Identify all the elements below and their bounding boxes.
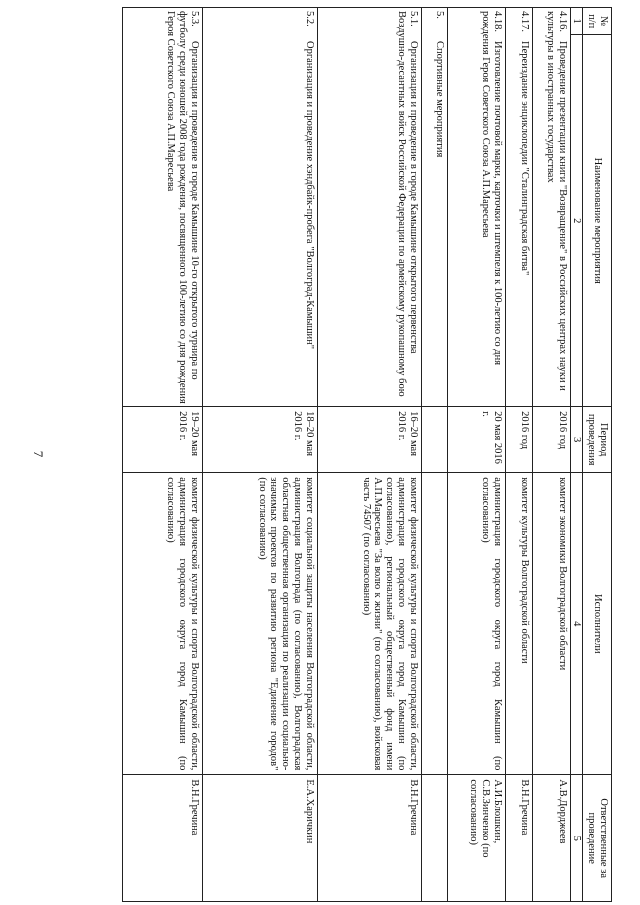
- event-executors: комитет культуры Волгоградской области: [505, 473, 532, 775]
- event-responsible: В.Н.Гречина: [317, 775, 421, 902]
- event-executors: комитет физической культуры и спорта Волгоградской области, администрация городского округа город Камышин (по согласованию): [122, 473, 202, 775]
- event-period: [421, 407, 447, 473]
- column-number-row: [570, 8, 583, 902]
- event-cell: [532, 8, 570, 407]
- event-responsible: [421, 775, 447, 902]
- header-responsible: Ответственные за проведение: [583, 775, 612, 902]
- events-table: [122, 7, 612, 902]
- header-executors: Исполнители: [583, 473, 612, 775]
- event-period: 20 мая 2016 г.: [447, 407, 505, 473]
- event-responsible: В.Н.Гречина: [505, 775, 532, 902]
- header-period: Период проведения: [583, 407, 612, 473]
- header-num: № п/п: [583, 8, 612, 35]
- table-row: [421, 8, 447, 902]
- row-number: 5.2.: [303, 11, 315, 27]
- row-number: 4.17.: [518, 11, 530, 32]
- event-cell: [317, 8, 421, 407]
- column-number: 4: [570, 473, 583, 775]
- row-number: 4.18.: [491, 11, 503, 32]
- event-executors: комитет социальной защиты населения Волгоградской области, администрация Волгограда (по согласованию), Волгоградская областная общественная организация по реализации социально-значимых проектов по развитию региона "Единение городов" (по согласованию): [202, 473, 317, 775]
- row-number: 5.3.: [188, 11, 200, 27]
- event-period: 16–20 мая 2016 г.: [317, 407, 421, 473]
- event-executors: комитет экономики Волгоградской области: [532, 473, 570, 775]
- event-period: 18–20 мая 2016 г.: [202, 407, 317, 473]
- event-responsible: А.И.Блошкин, С.В.Зинченко (по согласованию): [447, 775, 505, 902]
- event-name: Организация и проведение в городе Камышине открытого первенства Воздушно-десантных войск Российской Федерации по армейскому рукопашному бою: [396, 11, 419, 397]
- table-row: [505, 8, 532, 902]
- event-responsible: А.В.Дорджеев: [532, 775, 570, 902]
- event-period: 2016 год: [505, 407, 532, 473]
- event-name: Проведение презентации книги "Возвращение" в Российских центрах науки и культуры в иностранных государствах: [545, 11, 568, 391]
- column-number: 2: [570, 35, 583, 407]
- event-period: 19–20 мая 2016 г.: [122, 407, 202, 473]
- table-header-row: [583, 8, 612, 902]
- table-row: [447, 8, 505, 902]
- column-number: 3: [570, 407, 583, 473]
- event-responsible: Е.А.Харичкин: [202, 775, 317, 902]
- header-name: Наименование мероприятия: [583, 35, 612, 407]
- row-number: 5.: [433, 11, 445, 19]
- event-executors: администрация городского округа город Камышин (по согласованию): [447, 473, 505, 775]
- column-number: 5: [570, 775, 583, 902]
- rotated-page: [57, 7, 612, 902]
- event-executors: [421, 473, 447, 775]
- table-row: [317, 8, 421, 902]
- event-name: Переиздание энциклопедии "Сталинградская битва": [518, 41, 530, 276]
- section-heading: Спортивные мероприятия: [433, 41, 445, 158]
- event-executors: комитет физической культуры и спорта Волгоградской области, администрация городского округа город Камышин (по согласованию), региональный общественный фонд имени А.П.Маресьева "За волю к жизни" (по согласованию), войсковая часть 74507 (по согласованию): [317, 473, 421, 775]
- event-cell: [505, 8, 532, 407]
- row-number: 4.16.: [556, 11, 568, 32]
- event-cell: [202, 8, 317, 407]
- event-cell: [122, 8, 202, 407]
- table-row: [532, 8, 570, 902]
- table-row: [122, 8, 202, 902]
- column-number: 1: [570, 8, 583, 35]
- event-period: 2016 год: [532, 407, 570, 473]
- row-number: 5.1.: [407, 11, 419, 27]
- event-cell: [447, 8, 505, 407]
- event-responsible: В.Н.Гречина: [122, 775, 202, 902]
- table-row: [202, 8, 317, 902]
- event-name: Организация и проведение хэндбайк-пробега "Волгоград-Камышин": [303, 41, 315, 350]
- event-name: Организация и проведение в городе Камышине 10-го открытого турнира по футболу среди юношей 2008 года рождения, посвященного 100-летию со дня рождения Героя Советского Союза А.П.Маресьева: [165, 11, 200, 404]
- section-heading-cell: [421, 8, 447, 407]
- page-number: 7: [31, 450, 46, 458]
- event-name: Изготовление почтовой марки, карточки и штемпеля к 100-летию со дня рождения Героя Советского Союза А.П.Маресьева: [480, 11, 503, 366]
